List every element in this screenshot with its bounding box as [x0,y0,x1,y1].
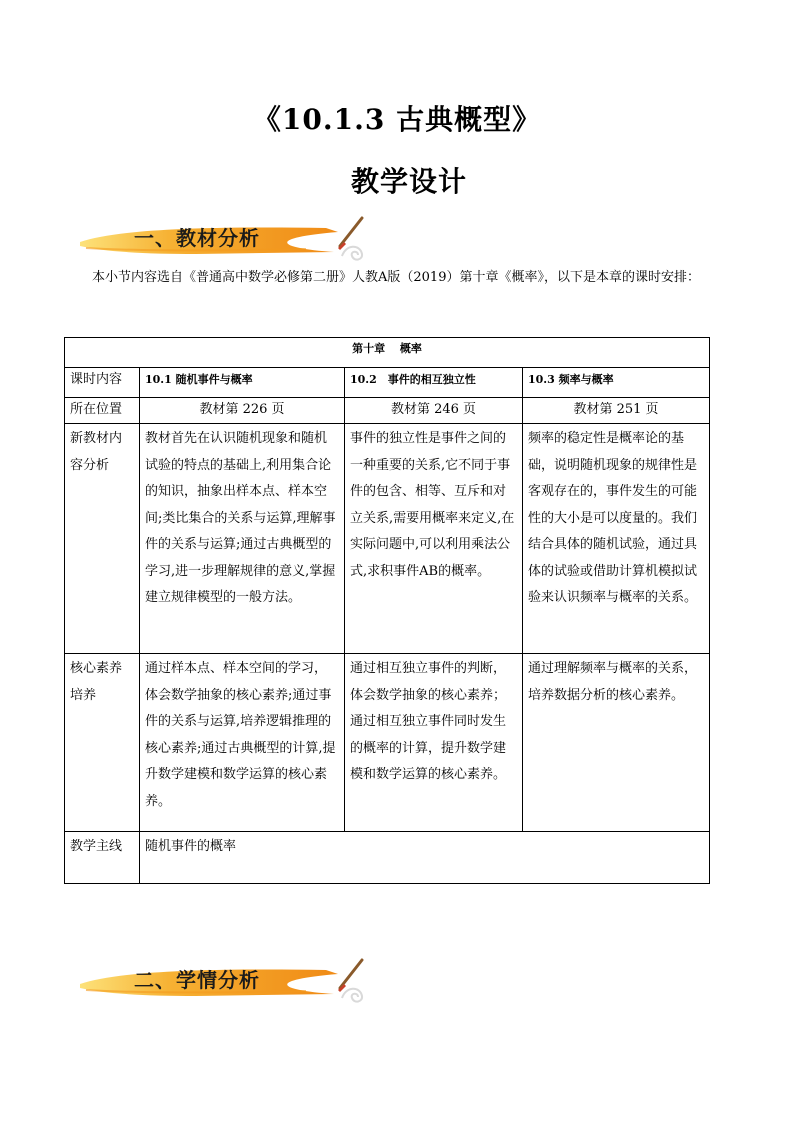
table-cell: 10.1 随机事件与概率 [140,368,345,398]
table-row [65,368,710,398]
intro-paragraph: 本小节内容选自《普通高中数学必修第二册》人教A版（2019）第十章《概率》，以下是本章的课时安排： [92,270,700,285]
swirl-ornament-icon [338,236,372,266]
table-row [65,424,710,654]
table-cell: 通过样本点、样本空间的学习，体会数学抽象的核心素养;通过事件的关系与运算,培养逻辑推理的核心素养;通过古典概型的计算,提升数学建模和数学运算的核心素养。 [140,654,345,832]
table-cell: 教材第 246 页 [345,398,523,424]
row-header: 教学主线 [65,832,140,884]
swirl-ornament-icon [338,978,372,1008]
chapter-title: 第十章 概率 [65,338,710,368]
table-cell: 10.2 事件的相互独立性 [345,368,523,398]
table-cell: 10.3 频率与概率 [523,368,710,398]
table-cell: 教材第 226 页 [140,398,345,424]
table-cell: 教材第 251 页 [523,398,710,424]
row-header: 所在位置 [65,398,140,424]
table-row [65,398,710,424]
table-cell: 教材首先在认识随机现象和随机试验的特点的基础上,利用集合论的知识，抽象出样本点、样本空间;类比集合的关系与运算,理解事件的关系与运算;通过古典概型的学习,进一步理解规律的意义,掌握建立规律模型的一般方法。 [140,424,345,654]
section-banner-2 [76,960,372,1000]
row-header: 新教材内容分析 [65,424,140,654]
table-cell: 通过相互独立事件的判断，体会数学抽象的核心素养；通过相互独立事件同时发生的概率的计算，提升数学建模和数学运算的核心素养。 [345,654,523,832]
table-row [65,654,710,832]
page-title: 《10.1.3 古典概型》 [252,103,542,136]
section-heading: 一、教材分析 [134,226,260,250]
table-cell: 随机事件的概率 [140,832,710,884]
section-banner-1 [76,218,372,258]
table-cell: 频率的稳定性是概率论的基础，说明随机现象的规律性是客观存在的，事件发生的可能性的大小是可以度量的。我们结合具体的随机试验，通过具体的试验或借助计算机模拟试验来认识频率与概率的关系。 [523,424,710,654]
table-row [65,832,710,884]
table-cell: 通过理解频率与概率的关系，培养数据分析的核心素养。 [523,654,710,832]
row-header: 核心素养培养 [65,654,140,832]
section-heading: 二、学情分析 [134,968,260,992]
page-subtitle: 教学设计 [350,165,467,198]
table-row [65,338,710,368]
course-schedule-table [64,337,710,884]
table-cell: 事件的独立性是事件之间的一种重要的关系,它不同于事件的包含、相等、互斥和对立关系,需要用概率来定义,在实际问题中,可以利用乘法公式,求积事件AB的概率。 [345,424,523,654]
row-header: 课时内容 [65,368,140,398]
